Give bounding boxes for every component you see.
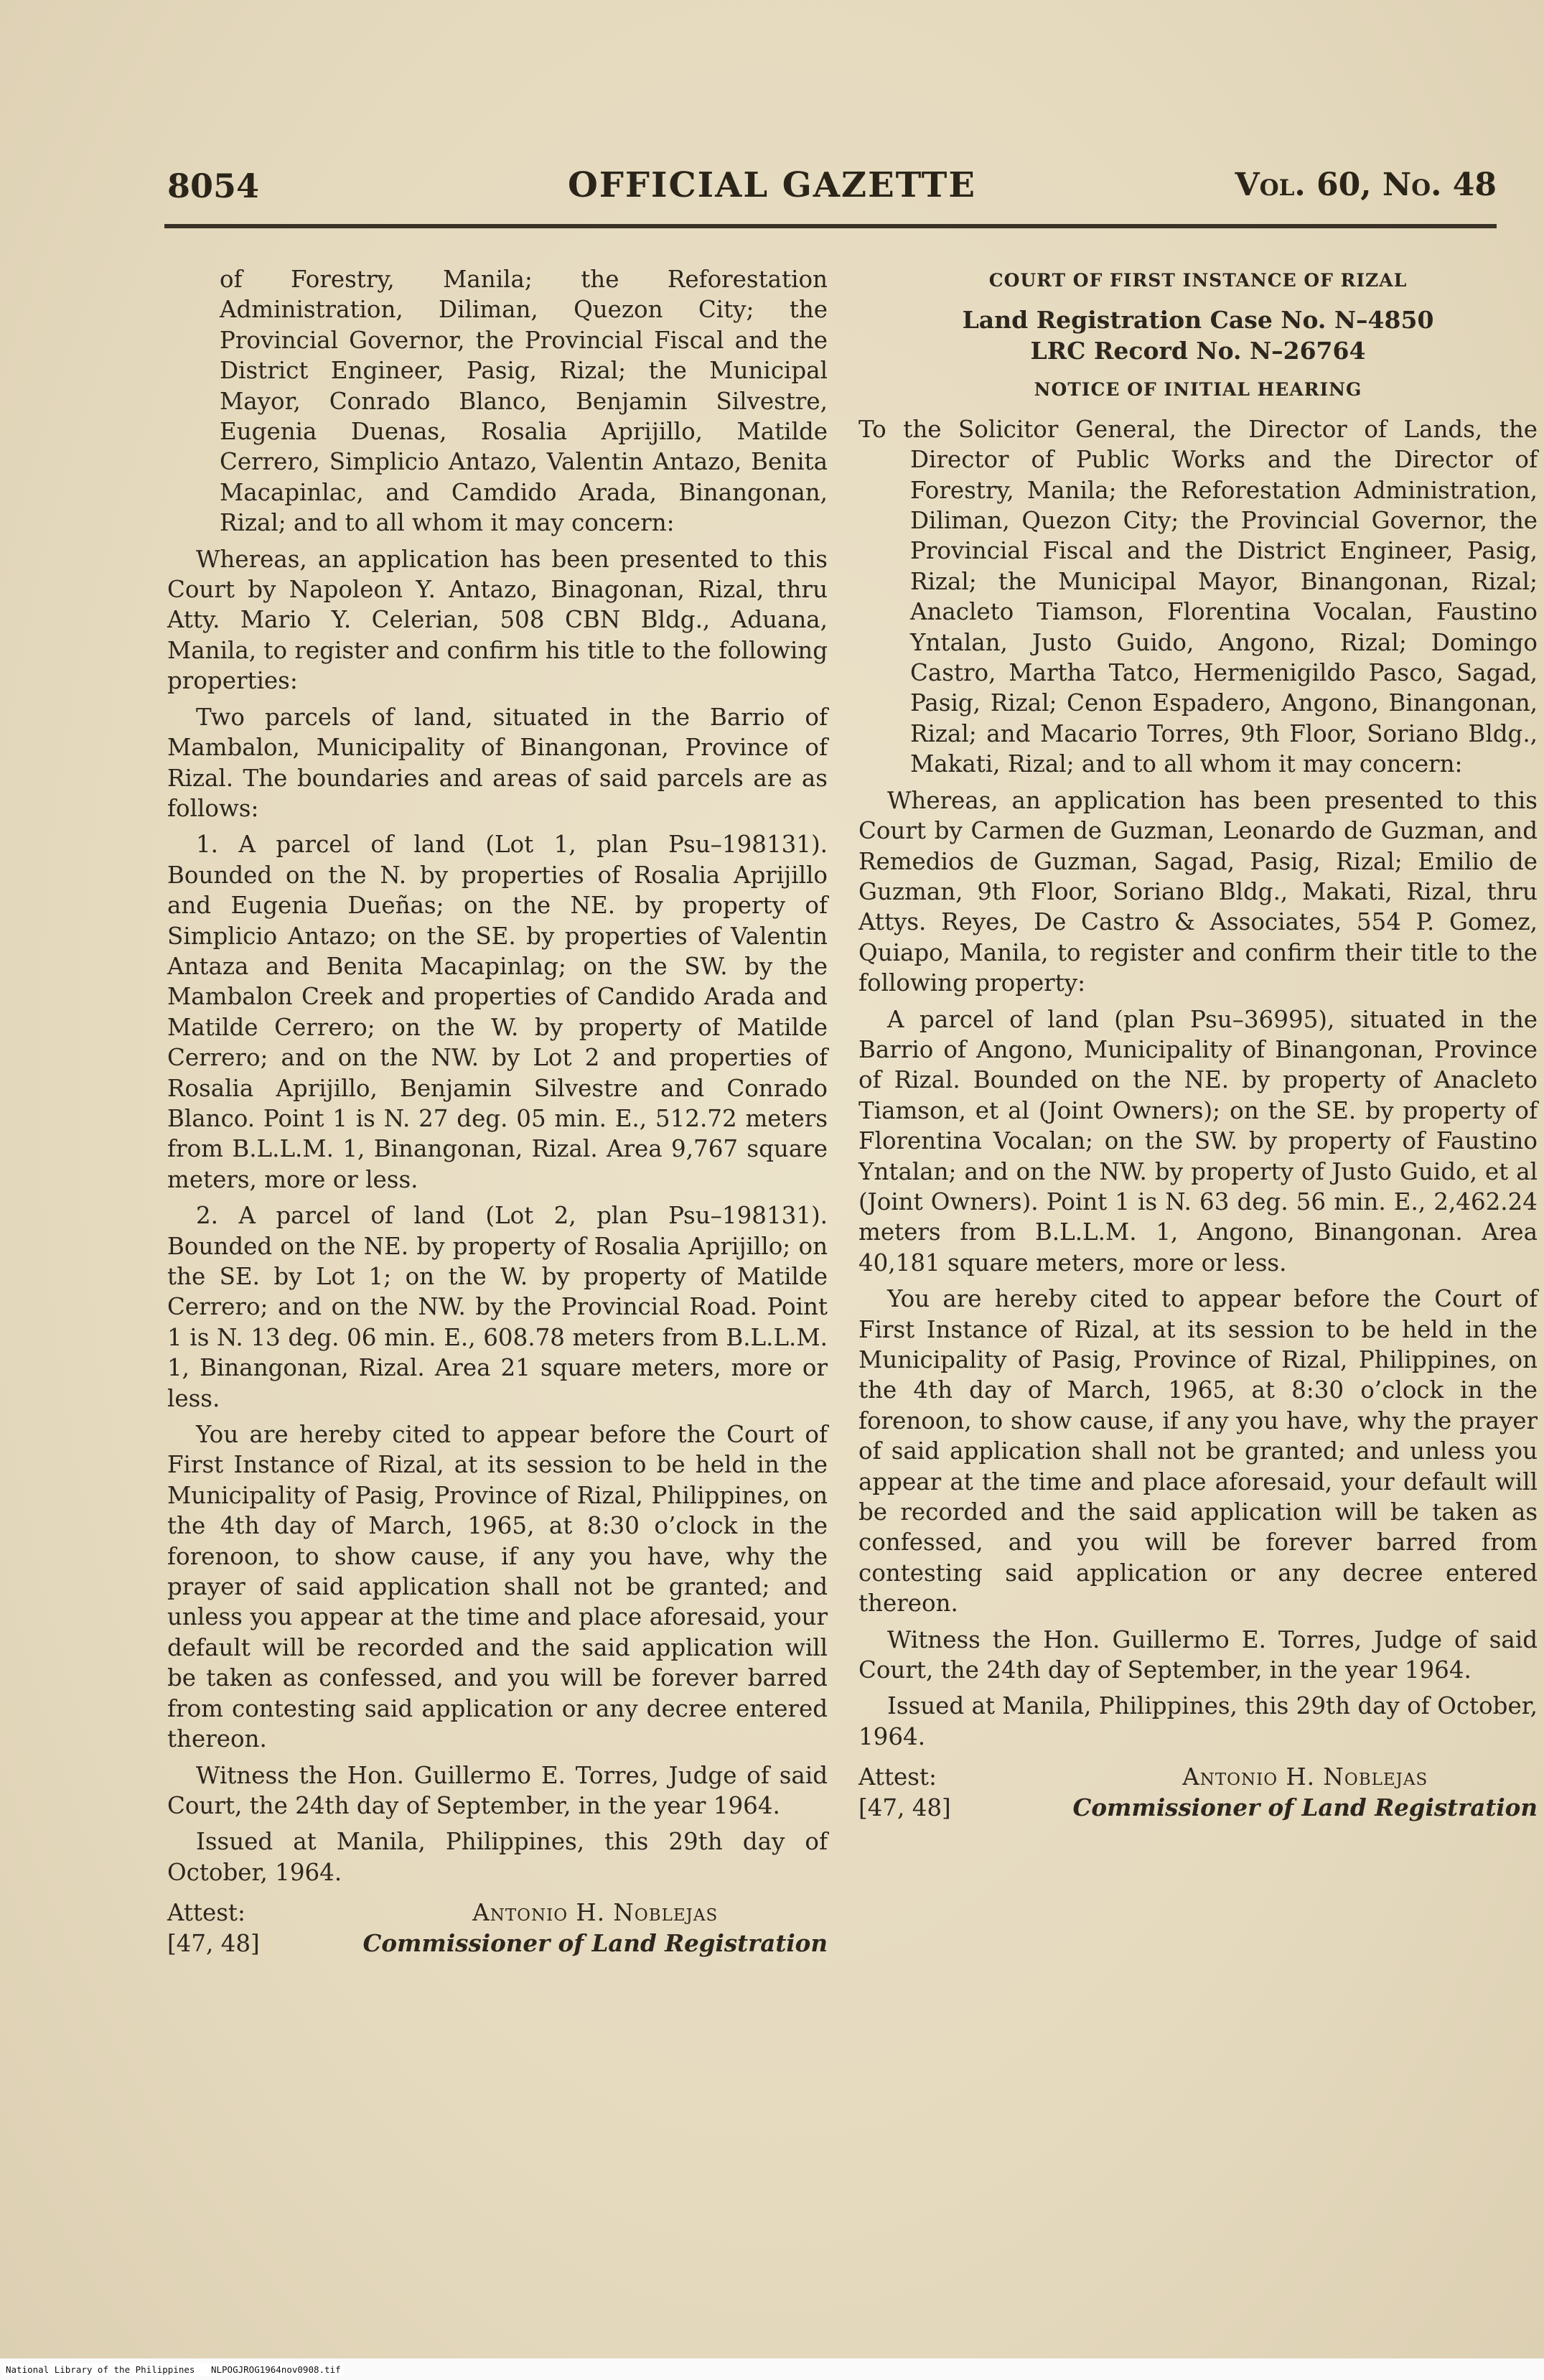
parcels-paragraph: Two parcels of land, situated in the Barrio of Mambalon, Municipality of Binangonan, Province of Rizal. The boundaries and areas of said parcels are as follows:	[167, 703, 828, 822]
attest-label: Attest:	[858, 1763, 937, 1791]
reference-numbers: [47, 48]	[858, 1793, 951, 1821]
issued-paragraph: Issued at Manila, Philippines, this 29th day of October, 1964.	[858, 1692, 1538, 1750]
addressee-paragraph: To the Solicitor General, the Director of Lands, the Director of Public Works and the Director of Forestry, Manila; the Reforestation Administration, Diliman, Quezon City; the Provincial Governor, the Provincial Fiscal and the District Engineer, Pasig, Rizal; the Municipal Mayor, Binangonan, Rizal; Anacleto Tiamson, Florentina Vocalan, Faustino Yntalan, Justo Guido, Angono, Rizal; Domingo Castro, Martha Tatco, Hermenigildo Pasco, Sagad, Pasig, Rizal; Cenon Espadero, Angono, Binangonan, Rizal; and Macario Torres, 9th Floor, Soriano Bldg., Makati, Rizal; and to all whom it may concern:	[858, 415, 1538, 778]
witness-paragraph: Witness the Hon. Guillermo E. Torres, Judge of said Court, the 24th day of September, in the year 1964.	[167, 1761, 828, 1819]
case-number: Land Registration Case No. N–4850	[962, 306, 1434, 335]
citation-paragraph: You are hereby cited to appear before the Court of First Instance of Rizal, at its session to be held in the Municipality of Pasig, Province of Rizal, Philippines, on the 4th day of March, 1965, at 8:30 o’clock in the forenoon, to show cause, if any you have, why the prayer of said application shall not be granted; and unless you appear at the time and place aforesaid, your default will be recorded and the said application will be taken as confessed, and you will be forever barred from contesting said application or any decree entered thereon.	[858, 1285, 1538, 1618]
footer-filename: NLPOGJROG1964nov0908.tif	[210, 2364, 341, 2375]
header-rule	[164, 224, 1497, 228]
reference-numbers: [47, 48]	[167, 1929, 260, 1957]
page-number: 8054	[167, 167, 260, 205]
footer-source: National Library of the Philippines	[6, 2364, 195, 2375]
signer-name: Antonio H. Noblejas	[1182, 1763, 1428, 1791]
signer-title: Commissioner of Land Registration	[1072, 1793, 1538, 1821]
notice-heading: NOTICE OF INITIAL HEARING	[1034, 379, 1362, 401]
right-column	[858, 264, 1538, 1823]
citation-paragraph: You are hereby cited to appear before the Court of First Instance of Rizal, at its session to be held in the Municipality of Pasig, Province of Rizal, Philippines, on the 4th day of March, 1965, at 8:30 o’clock in the forenoon, to show cause, if any you have, why the prayer of said application shall not be granted; and unless you appear at the time and place aforesaid, your default will be recorded and the said application will be taken as confessed, and you will be forever barred from contesting said application or any decree entered thereon.	[167, 1421, 828, 1753]
attestation-block	[858, 1762, 1538, 1823]
witness-paragraph: Witness the Hon. Guillermo E. Torres, Judge of said Court, the 24th day of September, in the year 1964.	[858, 1625, 1538, 1684]
scan-footer	[3, 2363, 344, 2376]
attestation-block	[167, 1898, 828, 1959]
court-heading: COURT OF FIRST INSTANCE OF RIZAL	[988, 270, 1408, 291]
parcel-description: A parcel of land (plan Psu–36995), situated in the Barrio of Angono, Municipality of Binangonan, Province of Rizal. Bounded on the NE. by property of Anacleto Tiamson, et al (Joint Owners); on the SE. by property of Florentina Vocalan; on the SW. by property of Faustino Yntalan; and on the NW. by property of Justo Guido, et al (Joint Owners). Point 1 is N. 63 deg. 56 min. E., 2,462.24 meters from B.L.L.M. 1, Angono, Binangonan. Area 40,181 square meters, more or less.	[858, 1005, 1538, 1277]
signer-title: Commissioner of Land Registration	[362, 1928, 828, 1957]
whereas-paragraph: Whereas, an application has been presented to this Court by Napoleon Y. Antazo, Binagonan, Rizal, thru Atty. Mario Y. Celerian, 508 CBN Bldg., Aduana, Manila, to register and confirm his title to the following properties:	[167, 545, 828, 695]
attest-label: Attest:	[167, 1899, 245, 1927]
lot-2-description: 2. A parcel of land (Lot 2, plan Psu–198131). Bounded on the NE. by property of Rosalia Aprijillo; on the SE. by Lot 1; on the W. by property of Matilde Cerrero; and on the NW. by the Provincial Road. Point 1 is N. 13 deg. 06 min. E., 608.78 meters from B.L.L.M. 1, Binangonan, Rizal. Area 21 square meters, more or less.	[167, 1202, 828, 1412]
volume-number: Vol. 60, No. 48	[1235, 167, 1497, 203]
addressee-continued: of Forestry, Manila; the Reforestation Administration, Diliman, Quezon City; the Provincial Governor, the Provincial Fiscal and the District Engineer, Pasig, Rizal; the Municipal Mayor, Conrado Blanco, Benjamin Silvestre, Eugenia Duenas, Rosalia Aprijillo, Matilde Cerrero, Simplicio Antazo, Valentin Antazo, Benita Macapinlac, and Camdido Arada, Binangonan, Rizal; and to all whom it may concern:	[220, 266, 828, 537]
signer-name: Antonio H. Noblejas	[472, 1899, 719, 1927]
lot-1-description: 1. A parcel of land (Lot 1, plan Psu–198131). Bounded on the N. by properties of Rosalia Aprijillo and Eugenia Dueñas; on the NE. by property of Simplicio Antazo; on the SE. by properties of Valentin Antaza and Benita Macapinlag; on the SW. by the Mambalon Creek and properties of Candido Arada and Matilde Cerrero; on the W. by property of Matilde Cerrero; and on the NW. by Lot 2 and properties of Rosalia Aprijillo, Benjamin Silvestre and Conrado Blanco. Point 1 is N. 27 deg. 05 min. E., 512.72 meters from B.L.L.M. 1, Binangonan, Rizal. Area 9,767 square meters, more or less.	[167, 831, 828, 1193]
left-column	[167, 264, 828, 1959]
issued-paragraph: Issued at Manila, Philippines, this 29th day of October, 1964.	[167, 1828, 828, 1886]
whereas-paragraph: Whereas, an application has been presented to this Court by Carmen de Guzman, Leonardo de Guzman, and Remedios de Guzman, Sagad, Pasig, Rizal; Emilio de Guzman, 9th Floor, Soriano Bldg., Makati, Rizal, thru Attys. Reyes, De Castro & Associates, 554 P. Gomez, Quiapo, Manila, to register and confirm their title to the following property:	[858, 786, 1538, 997]
publication-title: OFFICIAL GAZETTE	[568, 165, 976, 205]
record-number: LRC Record No. N–26764	[1030, 337, 1366, 365]
